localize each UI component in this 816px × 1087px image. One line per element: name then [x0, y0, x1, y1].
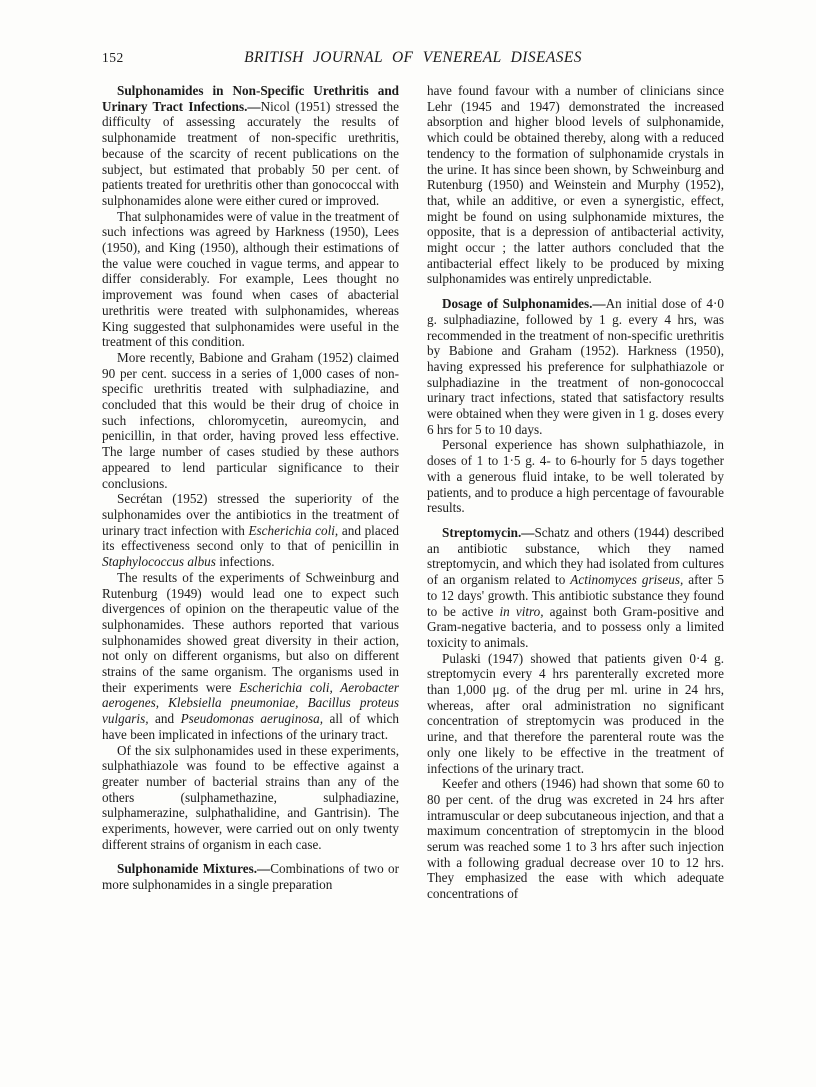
- paragraph: [102, 209, 399, 350]
- paragraph: [427, 83, 724, 287]
- text-segment: Schatz and others (1944) described an antibiotic substance, which they named streptomycin, and which they had isolated from cultures of an organism related to: [427, 524, 724, 588]
- text-segment: against both Gram-positive and Gram-negative bacteria, and to possess only a limited toxicity to animals.: [427, 603, 724, 650]
- run-in-heading: Sulphonamides in Non-Specific Urethritis and Urinary Tract Infections.—: [102, 83, 399, 114]
- column-right: [427, 83, 724, 902]
- text-segment: More recently, Babione and Graham (1952) claimed 90 per cent. success in a series of 1,000 cases of non-specific urethritis treated with sulphadiazine, and concluded that this would be their drug of choice in such infections, chloromycetin, aureomycin, and penicillin, in that order, having proved less effective. The large number of cases studied by these authors appeared to lend particular significance to their conclusions.: [102, 349, 399, 491]
- paragraph: [427, 437, 724, 516]
- paragraph: [427, 651, 724, 777]
- text-segment: Combinations of two or more sulphonamides in a single preparation: [102, 861, 399, 893]
- paragraph: [102, 743, 399, 853]
- text-segment: infections.: [215, 554, 275, 570]
- column-left: [102, 83, 399, 902]
- text-segment: Secrétan (1952) stressed the superiority of the sulphonamides over the antibiotics in the treatment of urinary tract infection with: [102, 491, 399, 538]
- paragraph: [102, 570, 399, 743]
- italic-term: Staphylococcus albus: [102, 554, 216, 570]
- italic-term: Escherichia coli: [248, 522, 335, 538]
- text-segment: all of which have been implicated in infections of the urinary tract.: [102, 711, 399, 742]
- text-segment: The results of the experiments of Schweinburg and Rutenburg (1949) would lead one to expect such divergences of opinion on the therapeutic value of the sulphonamides. These authors reported that various sulphonamides showed great diversity in their action, not only on different organisms, but also on different strains of the same organism. The organisms used in their experiments were: [102, 569, 399, 695]
- italic-term: in vitro,: [499, 603, 544, 619]
- paragraph: [102, 861, 399, 892]
- text-segment: That sulphonamides were of value in the treatment of such infections was agreed by Harkness (1950), Lees (1950), and King (1950), although their estimations of the value were couched in vague terms, and appear to differ considerably. For example, Lees thought no improvement was found when cases of abacterial urethritis were treated with sulphonamides, whereas King suggested that sulphonamides were useful in the treatment of this condition.: [102, 208, 399, 350]
- paragraph: [427, 296, 724, 437]
- page-number: 152: [102, 50, 124, 65]
- text-segment: Nicol (1951) stressed the difficulty of assessing accurately the results of sulphonamide treatment of non-specific urethritis, because of the scarcity of recent publications on the subject, but estimated that probably 50 per cent. of patients treated for urethritis other than gonococcal with sulphonamides alone were either cured or improved.: [102, 98, 399, 208]
- text-segment: Of the six sulphonamides used in these experiments, sulphathiazole was found to be effective against a greater number of bacterial strains than any of the others (sulphamethazine, sulphadiazine, sulphamerazine, sulphathalidine, and Gantrisin). The experiments, however, were carried out on only twenty different strains of organism in each case.: [102, 742, 399, 852]
- run-in-heading: Streptomycin.—: [442, 524, 535, 540]
- paragraph: [102, 350, 399, 491]
- article-body: [102, 83, 724, 902]
- text-segment: An initial dose of 4·0 g. sulphadiazine, followed by 1 g. every 4 hrs, was recommended in the treatment of non-specific urethritis by Babione and Graham (1952). Harkness (1950), having expressed his preference for sulphathiazole or sulphadiazine in the treatment of non-gonococcal urinary tract infections, stated that satisfactory results were obtained when they were given in 1 g. doses every 6 hrs for 5 to 10 days.: [427, 296, 724, 437]
- text-segment: have found favour with a number of clinicians since Lehr (1945 and 1947) demonstrated the increased absorption and higher blood levels of sulphonamide, which could be obtained thereby, along with a reduced tendency to the formation of sulphonamide crystals in the urine. It has since been shown, by Schweinburg and Rutenburg (1950) and Weinstein and Murphy (1952), that, while an additive, or even a synergistic, effect, might be found on using sulphonamide mixtures, the opposite, that is a depression of antibacterial activity, might occur ; the latter authors concluded that the antibacterial effect likely to be produced by mixing sulphonamides was entirely unpredictable.: [427, 83, 724, 287]
- paragraph: [102, 491, 399, 570]
- text-segment: Personal experience has shown sulphathiazole, in doses of 1 to 1·5 g. 4- to 6-hourly for 5 days together with a generous fluid intake, to be well tolerated by patients, and to produce a high percentage of favourable results.: [427, 437, 724, 516]
- text-segment: and: [148, 711, 181, 727]
- text-segment: after 5 to 12 days' growth. This antibiotic substance they found to be active: [427, 572, 724, 619]
- italic-term: Actinomyces griseus,: [570, 572, 684, 588]
- text-segment: , and placed its effectiveness second only to that of penicillin in: [102, 522, 400, 554]
- run-in-heading: Sulphonamide Mixtures.—: [117, 861, 271, 877]
- run-in-heading: Dosage of Sulphonamides.—: [442, 296, 606, 312]
- page-header: [102, 49, 724, 67]
- text-segment: Keefer and others (1946) had shown that some 60 to 80 per cent. of the drug was excreted in 24 hrs after intramuscular or deep subcutaneous injection, and that a maximum concentration of streptomycin in the blood serum was reached some 1 to 3 hrs after such injection with a following gradual decrease over 10 to 12 hrs. They emphasized the ease with which adequate concentrations of: [427, 776, 724, 902]
- paragraph: [102, 83, 399, 209]
- journal-title: BRITISH JOURNAL OF VENEREAL DISEASES: [244, 49, 582, 66]
- paragraph: [427, 776, 724, 902]
- paragraph: [427, 525, 724, 651]
- italic-term: Pseudomonas aeruginosa,: [180, 711, 324, 727]
- text-segment: Pulaski (1947) showed that patients given 0·4 g. streptomycin every 4 hrs parenterally excreted more than 1,000 μg. of the drug per ml. urine in 24 hrs, whereas, after oral administration no significant concentration of streptomycin was produced in the urine, and that therefore the parenteral route was the only one likely to be effective in the treatment of infections of the urinary tract.: [427, 650, 724, 776]
- italic-term: Escherichia coli, Aerobacter aerogenes, Klebsiella pneumoniae, Bacillus proteus vulgaris,: [102, 679, 400, 727]
